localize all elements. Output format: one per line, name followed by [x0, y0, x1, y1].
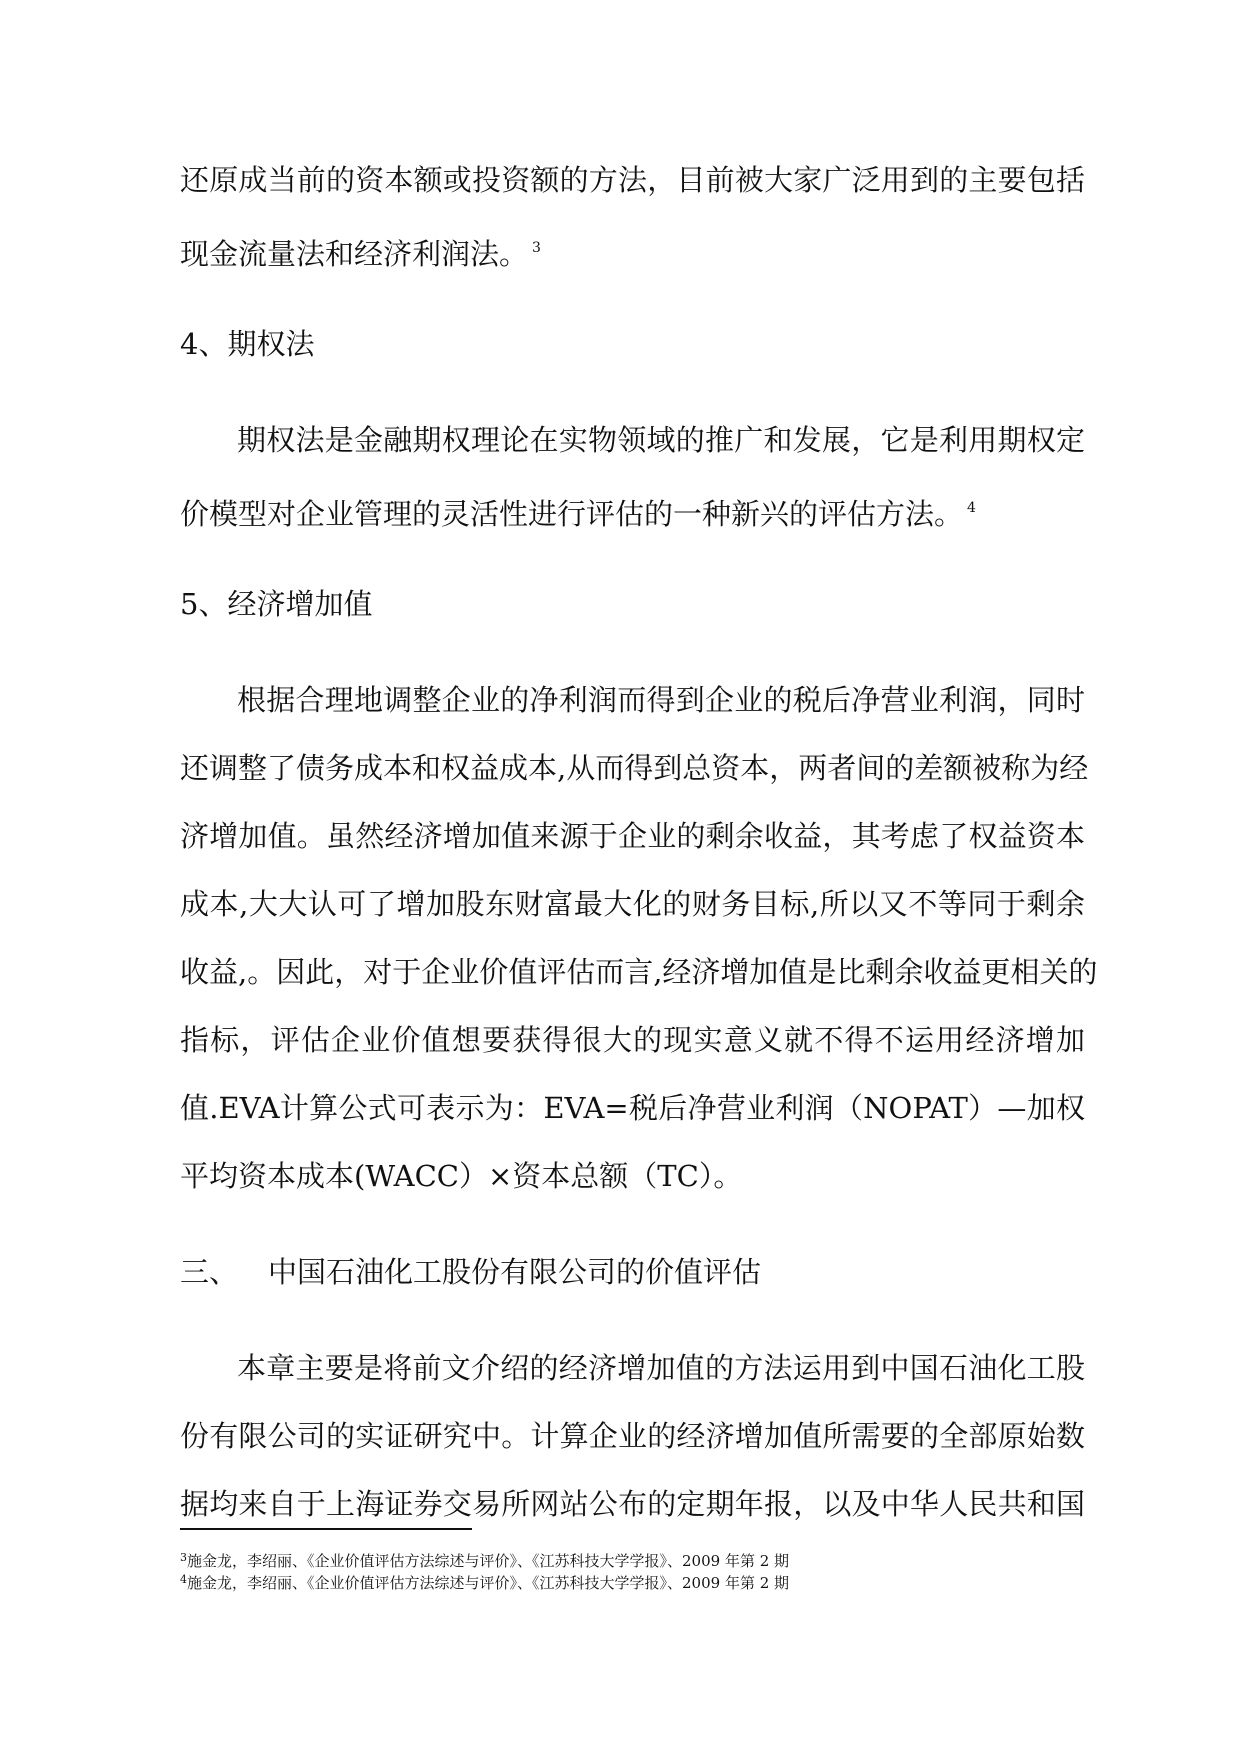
section-heading-5: 5、经济增加值: [180, 587, 373, 621]
paragraph-line: 成本,大大认可了增加股东财富最大化的财务目标,所以又不等同于剩余: [180, 887, 1085, 921]
paragraph-line: [180, 488, 1085, 534]
chapter-heading-3: [180, 1252, 761, 1292]
paragraph-text: 现金流量法和经济利润法。: [180, 237, 529, 271]
paragraph-line: 平均资本成本(WACC）×资本总额（TC）。: [180, 1159, 743, 1193]
footnote-text: 施金龙，李绍丽、《企业价值评估方法综述与评价》、《江苏科技大学学报》、2009 年第 2 期: [187, 1574, 790, 1592]
footnote-divider: [180, 1528, 472, 1530]
footnote-mark: 4: [180, 1573, 187, 1586]
section-heading-4: 4、期权法: [180, 327, 315, 361]
chapter-number: 三、: [180, 1255, 239, 1289]
chapter-title: 中国石油化工股份有限公司的价值评估: [268, 1255, 762, 1289]
paragraph-line: 还原成当前的资本额或投资额的方法，目前被大家广泛用到的主要包括: [180, 163, 1085, 197]
footnote: [180, 1570, 789, 1593]
paragraph-line: 根据合理地调整企业的净利润而得到企业的税后净营业利润，同时: [237, 683, 1085, 717]
paragraph-line: 据均来自于上海证券交易所网站公布的定期年报，以及中华人民共和国: [180, 1487, 1085, 1521]
paragraph-line: [180, 228, 1085, 274]
footnote: [180, 1548, 789, 1571]
paragraph-line: 本章主要是将前文介绍的经济增加值的方法运用到中国石油化工股: [237, 1351, 1085, 1385]
paragraph-text: 价模型对企业管理的灵活性进行评估的一种新兴的评估方法。: [180, 497, 964, 531]
footnote-text: 施金龙，李绍丽、《企业价值评估方法综述与评价》、《江苏科技大学学报》、2009 年第 2 期: [187, 1552, 790, 1570]
footnote-ref: 3: [532, 240, 541, 256]
paragraph-line: 指标，评估企业价值想要获得很大的现实意义就不得不运用经济增加: [180, 1023, 1085, 1057]
paragraph-line: 收益,。因此，对于企业价值评估而言,经济增加值是比剩余收益更相关的: [180, 955, 1098, 989]
paragraph-line: 值.EVA计算公式可表示为：EVA=税后净营业利润（NOPAT）—加权: [180, 1091, 1085, 1125]
paragraph-line: 期权法是金融期权理论在实物领域的推广和发展，它是利用期权定: [237, 423, 1085, 457]
footnote-mark: 3: [180, 1551, 187, 1564]
paragraph-line: 还调整了债务成本和权益成本,从而得到总资本，两者间的差额被称为经: [180, 751, 1089, 785]
footnote-ref: 4: [967, 500, 976, 516]
paragraph-line: 份有限公司的实证研究中。计算企业的经济增加值所需要的全部原始数: [180, 1419, 1085, 1453]
paragraph-line: 济增加值。虽然经济增加值来源于企业的剩余收益，其考虑了权益资本: [180, 819, 1085, 853]
